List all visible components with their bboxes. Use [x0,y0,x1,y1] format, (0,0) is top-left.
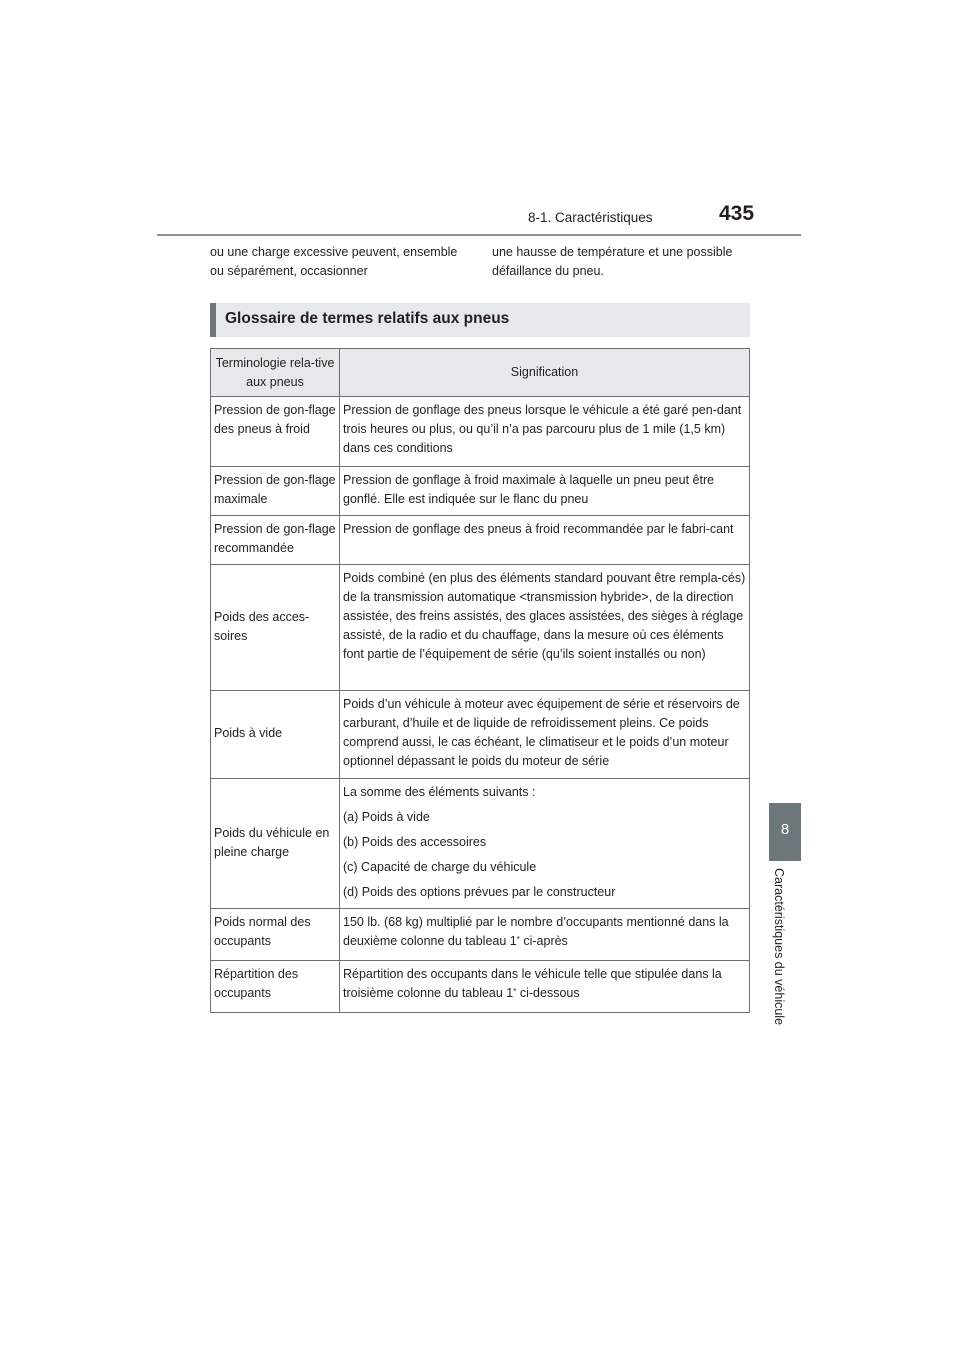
row-term: Poids normal des occupants [211,909,340,961]
row-definition: Poids combiné (en plus des éléments standard pouvant être rempla-cés) de la transmission automatique <transmission hybride>, de la direction assistée, des freins assistés, des glaces assistées, des sièges à réglage assisté, de la radio et du chauffage, dans la mesure où ces éléments font partie de l’équipement de série (qu’ils soient installés ou non) [340,565,750,691]
section-heading-title: Glossaire de termes relatifs aux pneus [225,310,510,327]
tire-glossary-table [210,348,750,1013]
definition-suffix: ci-après [519,934,568,948]
section-title: 8-1. Caractéristiques [528,210,653,225]
list-item: (a) Poids à vide [343,810,430,824]
chapter-label-text: Caractéristiques du véhicule [772,868,786,1026]
list-item: (b) Poids des accessoires [343,835,487,849]
row-term: Pression de gon-flage des pneus à froid [211,397,340,467]
table-header-row [211,349,750,397]
row-term: Pression de gon-flage maximale [211,467,340,516]
section-heading [210,303,750,337]
list-item: (c) Capacité de charge du véhicule [343,860,537,874]
page-header [157,204,801,236]
row-definition [340,779,750,909]
intro-text-left: ou une charge excessive peuvent, ensemble ou séparément, occasionner [210,245,458,278]
table-row [211,779,750,909]
definition-text: Répartition des occupants dans le véhicule telle que stipulée dans la troisième colonne du tableau 1 [343,967,722,1000]
table-row [211,565,750,691]
footnote-marker: * [513,987,517,996]
header-meaning: Signification [340,349,750,397]
row-definition: Pression de gonflage des pneus lorsque le véhicule a été garé pen-dant trois heures ou plus, ou qu’il n’a pas parcouru plus de 1 mile (1,5 km) dans ces conditions [340,397,750,467]
row-term: Poids des acces-soires [211,565,340,691]
table-row [211,961,750,1013]
chapter-tab[interactable] [769,803,801,861]
row-definition [340,909,750,961]
row-term: Poids du véhicule en pleine charge [211,779,340,909]
definition-suffix: ci-dessous [516,986,580,1000]
row-term: Pression de gon-flage recommandée [211,516,340,565]
table-row [211,516,750,565]
row-definition: Pression de gonflage à froid maximale à laquelle un pneu peut être gonflé. Elle est indiquée sur le flanc du pneu [340,467,750,516]
header-term: Terminologie rela-tive aux pneus [211,349,340,397]
table-row [211,691,750,779]
page-number: 435 [719,202,755,225]
table-row [211,909,750,961]
row-term: Poids à vide [211,691,340,779]
chapter-label [772,868,795,1058]
definition-text: 150 lb. (68 kg) multiplié par le nombre d’occupants mentionné dans la deuxième colonne du tableau 1 [343,915,729,948]
row-term: Répartition des occupants [211,961,340,1013]
list-item: (d) Poids des options prévues par le constructeur [343,885,616,899]
definition-intro: La somme des éléments suivants : [343,785,536,799]
row-definition: Pression de gonflage des pneus à froid recommandée par le fabri-cant [340,516,750,565]
intro-text-right: une hausse de température et une possible défaillance du pneu. [492,245,733,278]
row-definition [340,961,750,1013]
table-row [211,467,750,516]
row-definition: Poids d’un véhicule à moteur avec équipement de série et réservoirs de carburant, d’huile et de liquide de refroidissement pleins. Ce poids comprend aussi, le cas échéant, le climatiseur et le poids d’un moteur optionnel dépassant le poids du moteur de série [340,691,750,779]
footnote-marker: * [516,935,520,944]
chapter-number: 8 [780,821,790,838]
table-row [211,397,750,467]
